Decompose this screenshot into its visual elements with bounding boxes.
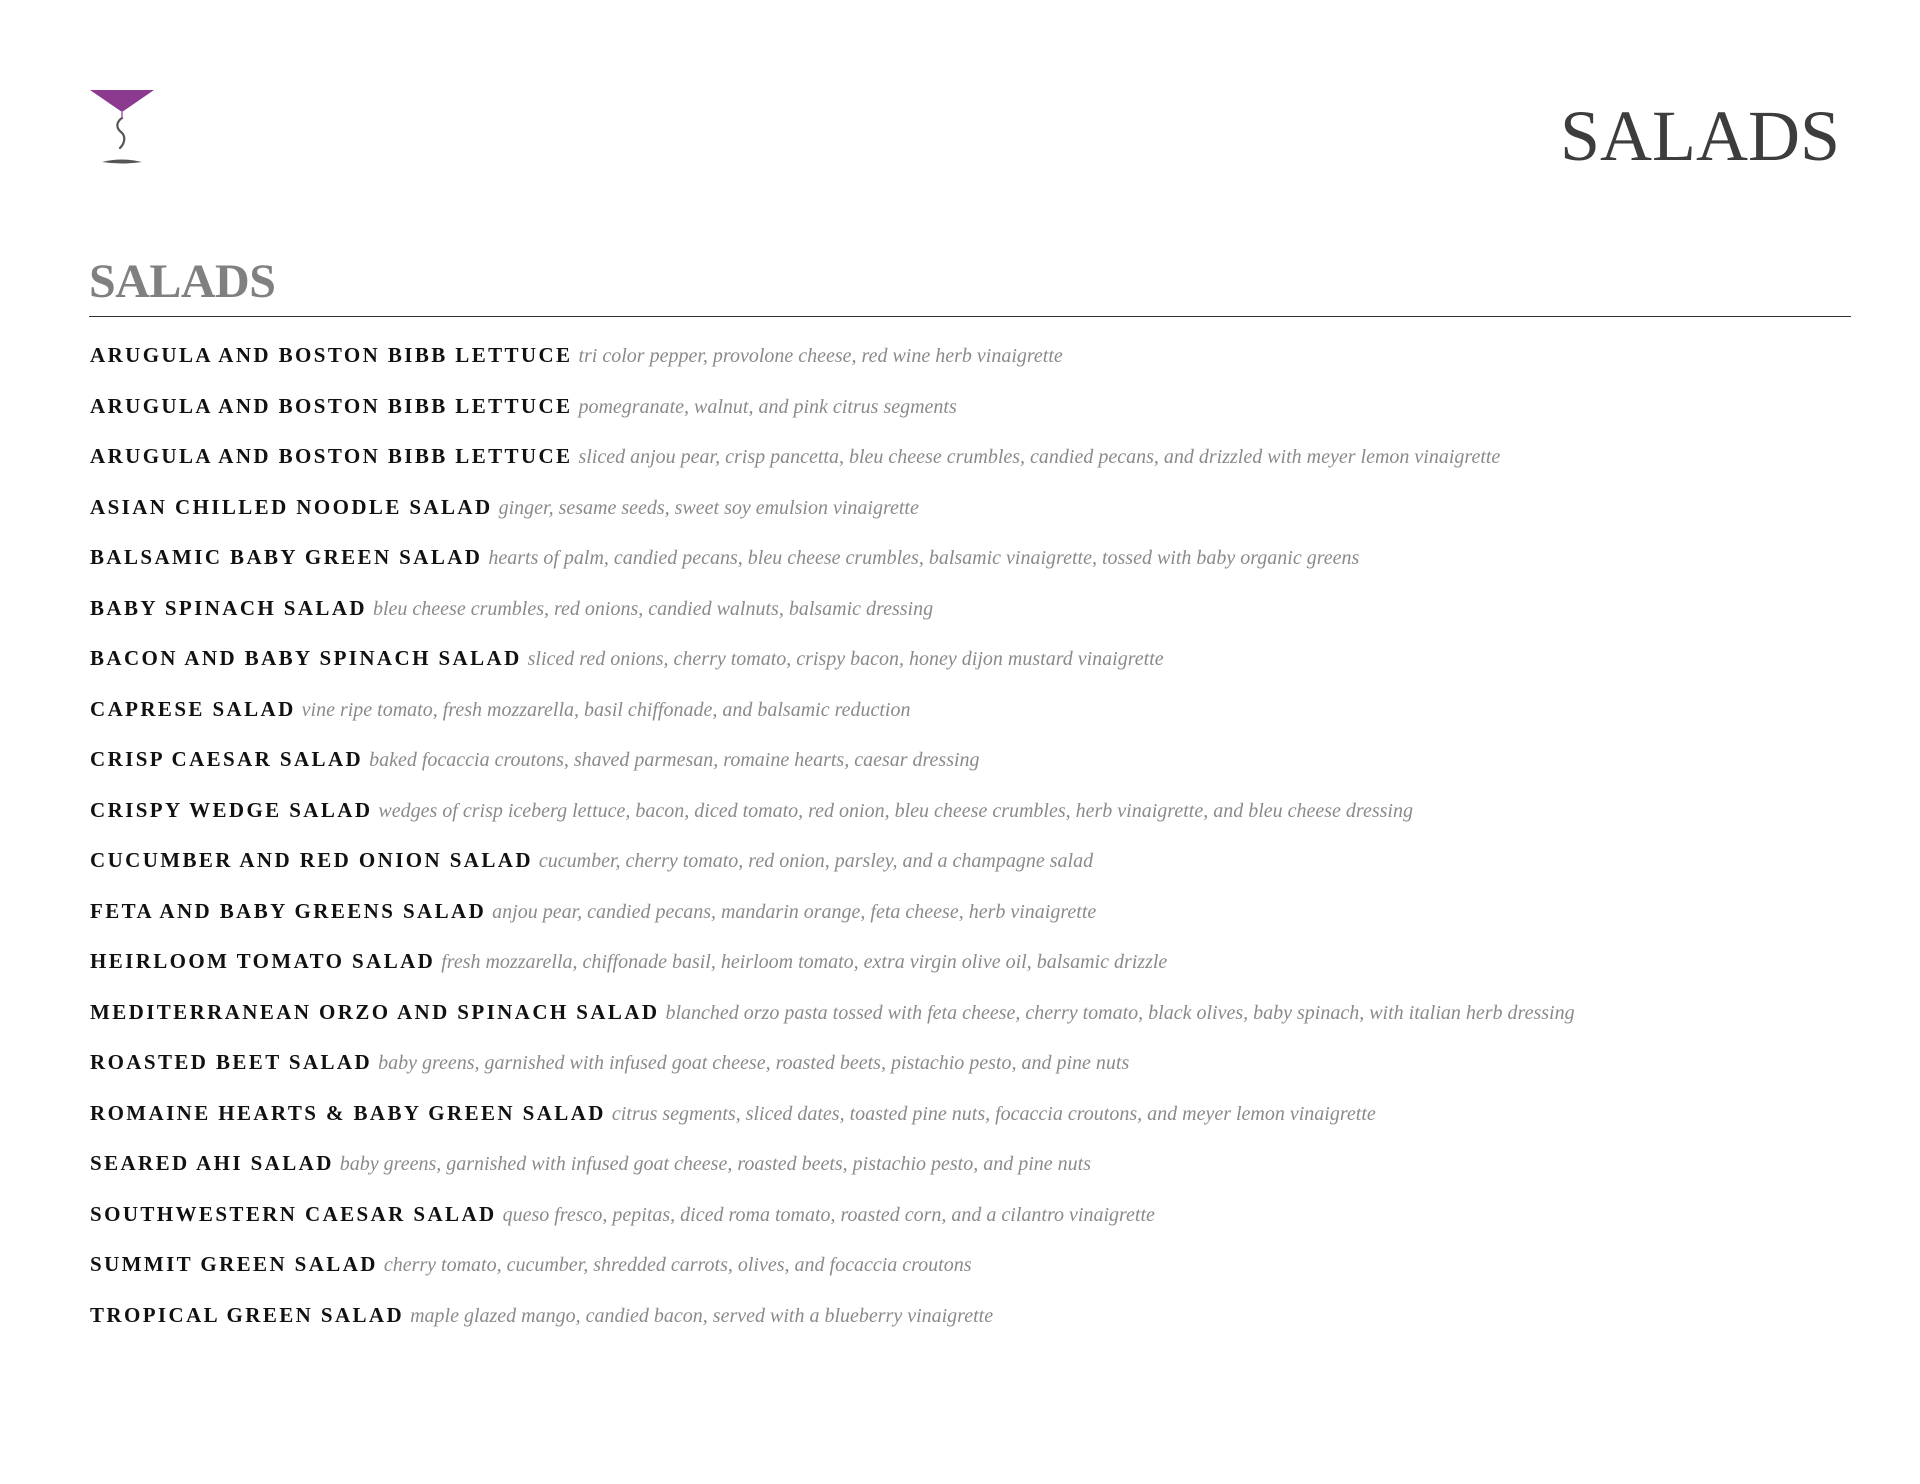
- section-title: SALADS: [89, 258, 1851, 317]
- menu-item-description: sliced red onions, cherry tomato, crispy bacon, honey dijon mustard vinaigrette: [527, 648, 1164, 670]
- menu-item-name: HEIRLOOM TOMATO SALAD: [90, 949, 436, 973]
- menu-item: [90, 747, 1851, 798]
- menu-item-description: pomegranate, walnut, and pink citrus segments: [578, 395, 957, 418]
- menu-item-name: ARUGULA AND BOSTON BIBB LETTUCE: [90, 343, 573, 367]
- salads-section: [86, 255, 1851, 1353]
- menu-item-description: blanched orzo pasta tossed with feta cheese, cherry tomato, black olives, baby spinach, with italian herb dressing: [665, 1001, 1575, 1024]
- menu-item-description: baby greens, garnished with infused goat cheese, roasted beets, pistachio pesto, and pine nuts: [339, 1153, 1091, 1175]
- menu-item-name: SOUTHWESTERN CAESAR SALAD: [90, 1201, 497, 1226]
- menu-item-name: TROPICAL GREEN SALAD: [90, 1302, 405, 1327]
- menu-item-description: ginger, sesame seeds, sweet soy emulsion vinaigrette: [498, 496, 919, 519]
- menu-item: [90, 1202, 1851, 1253]
- menu-item-name: BACON AND BABY SPINACH SALAD: [90, 646, 522, 670]
- menu-item-name: ASIAN CHILLED NOODLE SALAD: [90, 494, 493, 519]
- menu-item-description: maple glazed mango, candied bacon, served with a blueberry vinaigrette: [410, 1304, 994, 1327]
- menu-item: [90, 899, 1851, 950]
- page-header-title: SALADS: [1559, 96, 1840, 176]
- menu-item-name: FETA AND BABY GREENS SALAD: [90, 898, 487, 923]
- menu-item: [90, 1151, 1851, 1202]
- menu-item-name: ROMAINE HEARTS & BABY GREEN SALAD: [90, 1100, 606, 1125]
- menu-item-description: queso fresco, pepitas, diced roma tomato, roasted corn, and a cilantro vinaigrette: [502, 1203, 1155, 1226]
- menu-item-name: SUMMIT GREEN SALAD: [90, 1252, 378, 1276]
- menu-items-list: [86, 343, 1851, 1353]
- menu-item: [90, 596, 1851, 647]
- menu-item: [90, 394, 1851, 445]
- menu-item: [90, 798, 1851, 849]
- menu-item-name: CRISPY WEDGE SALAD: [90, 797, 373, 822]
- menu-item: [90, 1101, 1851, 1152]
- menu-item: [90, 848, 1851, 899]
- menu-item-description: fresh mozzarella, chiffonade basil, heirloom tomato, extra virgin olive oil, balsamic drizzle: [441, 951, 1168, 973]
- menu-item-description: hearts of palm, candied pecans, bleu cheese crumbles, balsamic vinaigrette, tossed with baby organic greens: [488, 547, 1360, 569]
- menu-item-description: cucumber, cherry tomato, red onion, parsley, and a champagne salad: [538, 850, 1094, 872]
- menu-item-name: BABY SPINACH SALAD: [90, 595, 367, 620]
- menu-item-description: cherry tomato, cucumber, shredded carrots, olives, and focaccia croutons: [383, 1254, 972, 1276]
- menu-item: [90, 343, 1851, 394]
- menu-item-name: CUCUMBER AND RED ONION SALAD: [90, 848, 533, 872]
- menu-item: [90, 949, 1851, 1000]
- menu-item-description: anjou pear, candied pecans, mandarin orange, feta cheese, herb vinaigrette: [492, 900, 1097, 923]
- menu-item-description: baby greens, garnished with infused goat cheese, roasted beets, pistachio pesto, and pine nuts: [378, 1052, 1130, 1074]
- menu-item-description: wedges of crisp iceberg lettuce, bacon, diced tomato, red onion, bleu cheese crumbles, herb vinaigrette, and bleu cheese dressing: [378, 799, 1413, 822]
- menu-item-description: baked focaccia croutons, shaved parmesan, romaine hearts, caesar dressing: [369, 749, 980, 771]
- menu-item: [90, 545, 1851, 596]
- menu-item: [90, 1000, 1851, 1051]
- menu-item-name: SEARED AHI SALAD: [90, 1151, 334, 1175]
- menu-item: [90, 495, 1851, 546]
- menu-item-description: sliced anjou pear, crisp pancetta, bleu cheese crumbles, candied pecans, and drizzled with meyer lemon vinaigrette: [578, 446, 1501, 468]
- menu-item: [90, 1303, 1851, 1354]
- menu-item-name: MEDITERRANEAN ORZO AND SPINACH SALAD: [90, 999, 660, 1024]
- menu-item: [90, 1050, 1851, 1101]
- martini-glass-icon: [88, 88, 156, 168]
- menu-item-name: ARUGULA AND BOSTON BIBB LETTUCE: [90, 393, 573, 418]
- menu-item-name: BALSAMIC BABY GREEN SALAD: [90, 545, 483, 569]
- menu-item: [90, 697, 1851, 748]
- menu-item: [90, 646, 1851, 697]
- menu-item-name: ARUGULA AND BOSTON BIBB LETTUCE: [90, 444, 573, 468]
- menu-item-description: tri color pepper, provolone cheese, red wine herb vinaigrette: [578, 345, 1063, 367]
- menu-item-name: CRISP CAESAR SALAD: [90, 747, 364, 771]
- menu-item-name: ROASTED BEET SALAD: [90, 1050, 373, 1074]
- menu-item-description: citrus segments, sliced dates, toasted pine nuts, focaccia croutons, and meyer lemon vinaigrette: [611, 1102, 1376, 1125]
- menu-item-description: vine ripe tomato, fresh mozzarella, basil chiffonade, and balsamic reduction: [301, 698, 911, 721]
- menu-item-name: CAPRESE SALAD: [90, 696, 296, 721]
- menu-item: [90, 1252, 1851, 1303]
- menu-item-description: bleu cheese crumbles, red onions, candied walnuts, balsamic dressing: [372, 597, 934, 620]
- menu-item: [90, 444, 1851, 495]
